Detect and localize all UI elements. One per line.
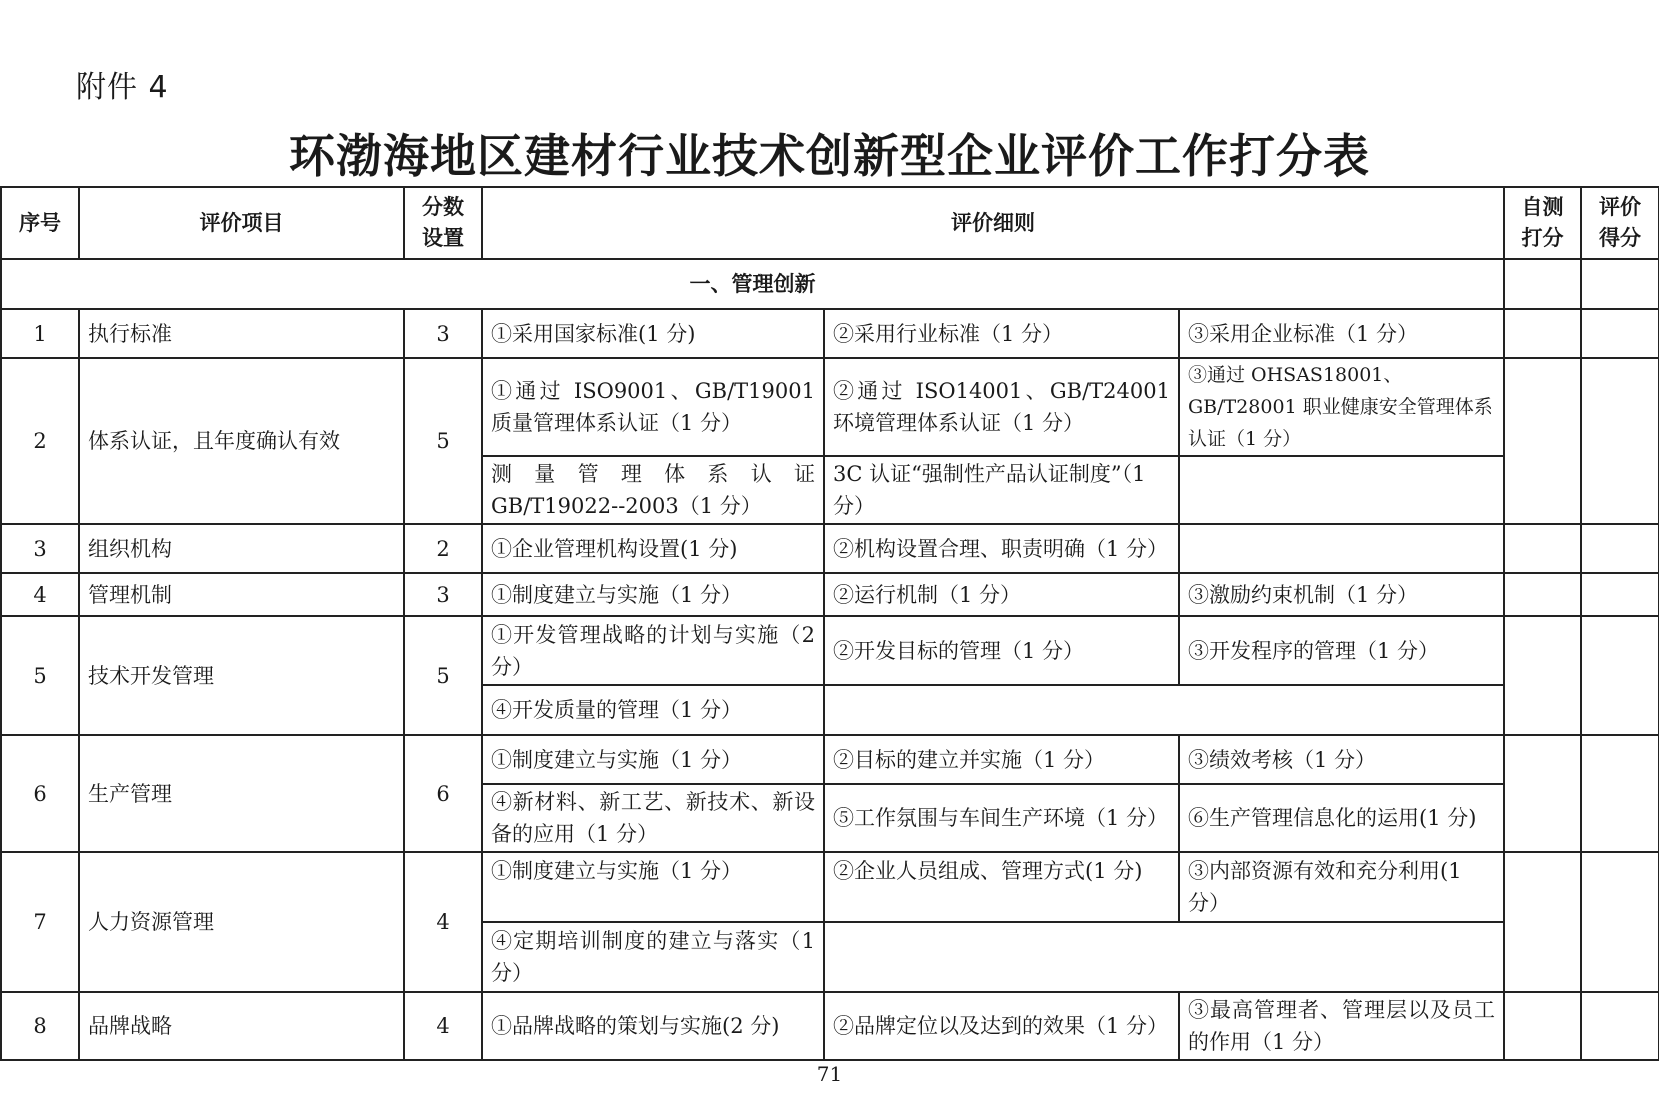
- row-score: 4: [404, 852, 482, 992]
- header-no: 序号: [1, 187, 79, 259]
- page-number: 71: [816, 1062, 843, 1086]
- detail-cell: ②运行机制（1 分）: [824, 573, 1179, 616]
- table-row: [1, 616, 1659, 685]
- self-score-cell[interactable]: [1504, 992, 1581, 1060]
- detail-cell: ①开发管理战略的计划与实施（2 分）: [482, 616, 824, 685]
- row-score: 3: [404, 573, 482, 616]
- detail-cell: ③激励约束机制（1 分）: [1179, 573, 1504, 616]
- detail-cell: ①制度建立与实施（1 分）: [482, 573, 824, 616]
- row-no: 5: [1, 616, 79, 735]
- detail-cell: ②通过 ISO14001、GB/T24001 环境管理体系认证（1 分）: [824, 358, 1179, 456]
- detail-cell: [1179, 456, 1504, 524]
- detail-cell: ①制度建立与实施（1 分）: [482, 852, 824, 922]
- self-score-cell[interactable]: [1504, 852, 1581, 992]
- header-eval-score: 评价 得分: [1581, 187, 1659, 259]
- section-title: 一、管理创新: [1, 259, 1504, 309]
- row-item: 执行标准: [79, 309, 404, 358]
- eval-score-cell[interactable]: [1581, 259, 1659, 309]
- eval-score-cell[interactable]: [1581, 358, 1659, 524]
- detail-cell: ②品牌定位以及达到的效果（1 分）: [824, 992, 1179, 1060]
- detail-cell: [824, 922, 1504, 992]
- row-item: 人力资源管理: [79, 852, 404, 992]
- self-score-cell[interactable]: [1504, 616, 1581, 735]
- detail-cell: ②企业人员组成、管理方式(1 分): [824, 852, 1179, 922]
- row-score: 5: [404, 358, 482, 524]
- detail-cell: ①制度建立与实施（1 分）: [482, 735, 824, 784]
- detail-cell: ②采用行业标准（1 分）: [824, 309, 1179, 358]
- row-no: 1: [1, 309, 79, 358]
- row-item: 组织机构: [79, 524, 404, 573]
- table-row: [1, 735, 1659, 784]
- detail-cell: [1179, 524, 1504, 573]
- detail-cell: ②开发目标的管理（1 分）: [824, 616, 1179, 685]
- detail-cell: ③绩效考核（1 分）: [1179, 735, 1504, 784]
- header-detail: 评价细则: [482, 187, 1504, 259]
- detail-cell: [824, 685, 1504, 735]
- table-row: [1, 358, 1659, 456]
- row-no: 6: [1, 735, 79, 852]
- detail-cell: ②机构设置合理、职责明确（1 分）: [824, 524, 1179, 573]
- detail-cell: ①企业管理机构设置(1 分): [482, 524, 824, 573]
- self-score-cell[interactable]: [1504, 735, 1581, 852]
- detail-cell: 测 量 管 理 体 系 认 证 GB/T19022--2003（1 分）: [482, 456, 824, 524]
- table-row: [1, 524, 1659, 573]
- row-item: 体系认证，且年度确认有效: [79, 358, 404, 524]
- self-score-cell[interactable]: [1504, 524, 1581, 573]
- detail-cell: ④定期培训制度的建立与落实（1 分）: [482, 922, 824, 992]
- self-score-cell[interactable]: [1504, 358, 1581, 524]
- detail-cell: ③最高管理者、管理层以及员工的作用（1 分）: [1179, 992, 1504, 1060]
- row-item: 品牌战略: [79, 992, 404, 1060]
- row-no: 2: [1, 358, 79, 524]
- detail-cell: ⑤工作氛围与车间生产环境（1 分）: [824, 784, 1179, 852]
- detail-cell: ③通过 OHSAS18001、GB/T28001 职业健康安全管理体系认证（1 分）: [1179, 358, 1504, 456]
- eval-score-cell[interactable]: [1581, 992, 1659, 1060]
- eval-score-cell[interactable]: [1581, 852, 1659, 992]
- row-score: 2: [404, 524, 482, 573]
- document-title: 环渤海地区建材行业技术创新型企业评价工作打分表: [289, 129, 1370, 183]
- row-score: 3: [404, 309, 482, 358]
- scoring-table: [0, 186, 1659, 1061]
- self-score-cell[interactable]: [1504, 309, 1581, 358]
- eval-score-cell[interactable]: [1581, 735, 1659, 852]
- table-row: [1, 992, 1659, 1060]
- eval-score-cell[interactable]: [1581, 309, 1659, 358]
- row-no: 4: [1, 573, 79, 616]
- detail-cell: ③采用企业标准（1 分）: [1179, 309, 1504, 358]
- row-score: 6: [404, 735, 482, 852]
- row-item: 生产管理: [79, 735, 404, 852]
- detail-cell: ①品牌战略的策划与实施(2 分): [482, 992, 824, 1060]
- header-row: [1, 187, 1659, 259]
- section-row: [1, 259, 1659, 309]
- eval-score-cell[interactable]: [1581, 573, 1659, 616]
- detail-cell: 3C 认证“强制性产品认证制度”（1 分）: [824, 456, 1179, 524]
- row-no: 7: [1, 852, 79, 992]
- detail-cell: ⑥生产管理信息化的运用(1 分): [1179, 784, 1504, 852]
- attachment-label: 附件 4: [76, 70, 169, 105]
- detail-cell: ③开发程序的管理（1 分）: [1179, 616, 1504, 685]
- header-item: 评价项目: [79, 187, 404, 259]
- row-item: 技术开发管理: [79, 616, 404, 735]
- row-score: 4: [404, 992, 482, 1060]
- detail-cell: ②目标的建立并实施（1 分）: [824, 735, 1179, 784]
- detail-cell: ④新材料、新工艺、新技术、新设备的应用（1 分）: [482, 784, 824, 852]
- row-no: 8: [1, 992, 79, 1060]
- table-row: [1, 852, 1659, 922]
- row-no: 3: [1, 524, 79, 573]
- eval-score-cell[interactable]: [1581, 524, 1659, 573]
- self-score-cell[interactable]: [1504, 259, 1581, 309]
- detail-cell: ①采用国家标准(1 分): [482, 309, 824, 358]
- row-score: 5: [404, 616, 482, 735]
- header-self-score: 自测 打分: [1504, 187, 1581, 259]
- table-row: [1, 573, 1659, 616]
- detail-cell: ①通过 ISO9001、GB/T19001 质量管理体系认证（1 分）: [482, 358, 824, 456]
- row-item: 管理机制: [79, 573, 404, 616]
- detail-cell: ④开发质量的管理（1 分）: [482, 685, 824, 735]
- self-score-cell[interactable]: [1504, 573, 1581, 616]
- detail-cell: ③内部资源有效和充分利用(1 分）: [1179, 852, 1504, 922]
- header-score: 分数 设置: [404, 187, 482, 259]
- eval-score-cell[interactable]: [1581, 616, 1659, 735]
- table-row: [1, 309, 1659, 358]
